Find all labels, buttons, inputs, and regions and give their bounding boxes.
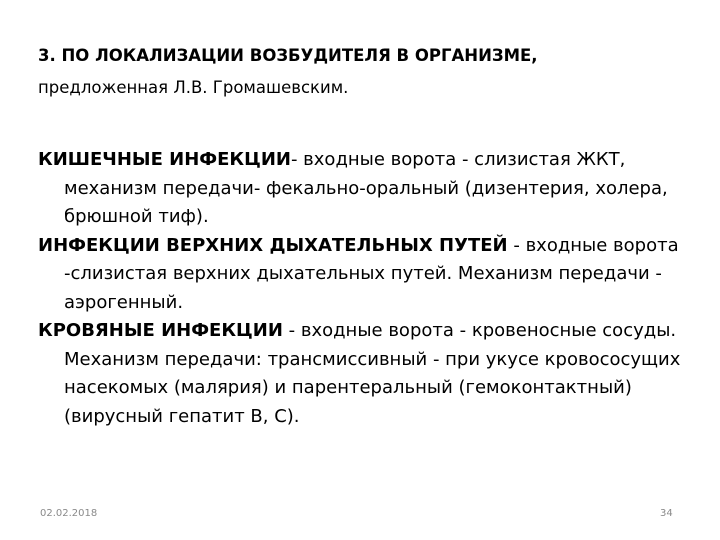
term-intestinal-infections: КИШЕЧНЫЕ ИНФЕКЦИИ bbox=[38, 149, 291, 170]
text-intestinal-infections: - входные ворота - слизистая ЖКТ, механизм передачи- фекально-оральный (дизентерия, холера, брюшной тиф). bbox=[64, 149, 668, 227]
paragraph-blood-infections bbox=[38, 317, 710, 431]
term-blood-infections: КРОВЯНЫЕ ИНФЕКЦИИ bbox=[38, 320, 283, 341]
footer-date: 02.02.2018 bbox=[40, 508, 98, 519]
text-respiratory-infections: - входные ворота -слизистая верхних дыхательных путей. Механизм передачи - аэрогенный. bbox=[64, 234, 679, 313]
heading-title: 3. ПО ЛОКАЛИЗАЦИИ ВОЗБУДИТЕЛЯ В ОРГАНИЗМЕ, bbox=[38, 46, 538, 65]
paragraph-intestinal-infections bbox=[38, 146, 710, 232]
paragraph-respiratory-infections bbox=[38, 232, 710, 318]
heading-subtitle: предложенная Л.В. Громашевским. bbox=[38, 78, 349, 97]
slide-heading bbox=[38, 40, 698, 104]
text-blood-infections: - входные ворота - кровеносные сосуды. Механизм передачи: трансмиссивный - при укусе кровососущих насекомых (малярия) и парентеральный (гемоконтактный) (вирусный гепатит В, С). bbox=[64, 320, 681, 427]
term-respiratory-infections: ИНФЕКЦИИ ВЕРХНИХ ДЫХАТЕЛЬНЫХ ПУТЕЙ bbox=[38, 234, 508, 256]
page-number: 34 bbox=[660, 508, 673, 519]
slide-body bbox=[38, 146, 710, 431]
